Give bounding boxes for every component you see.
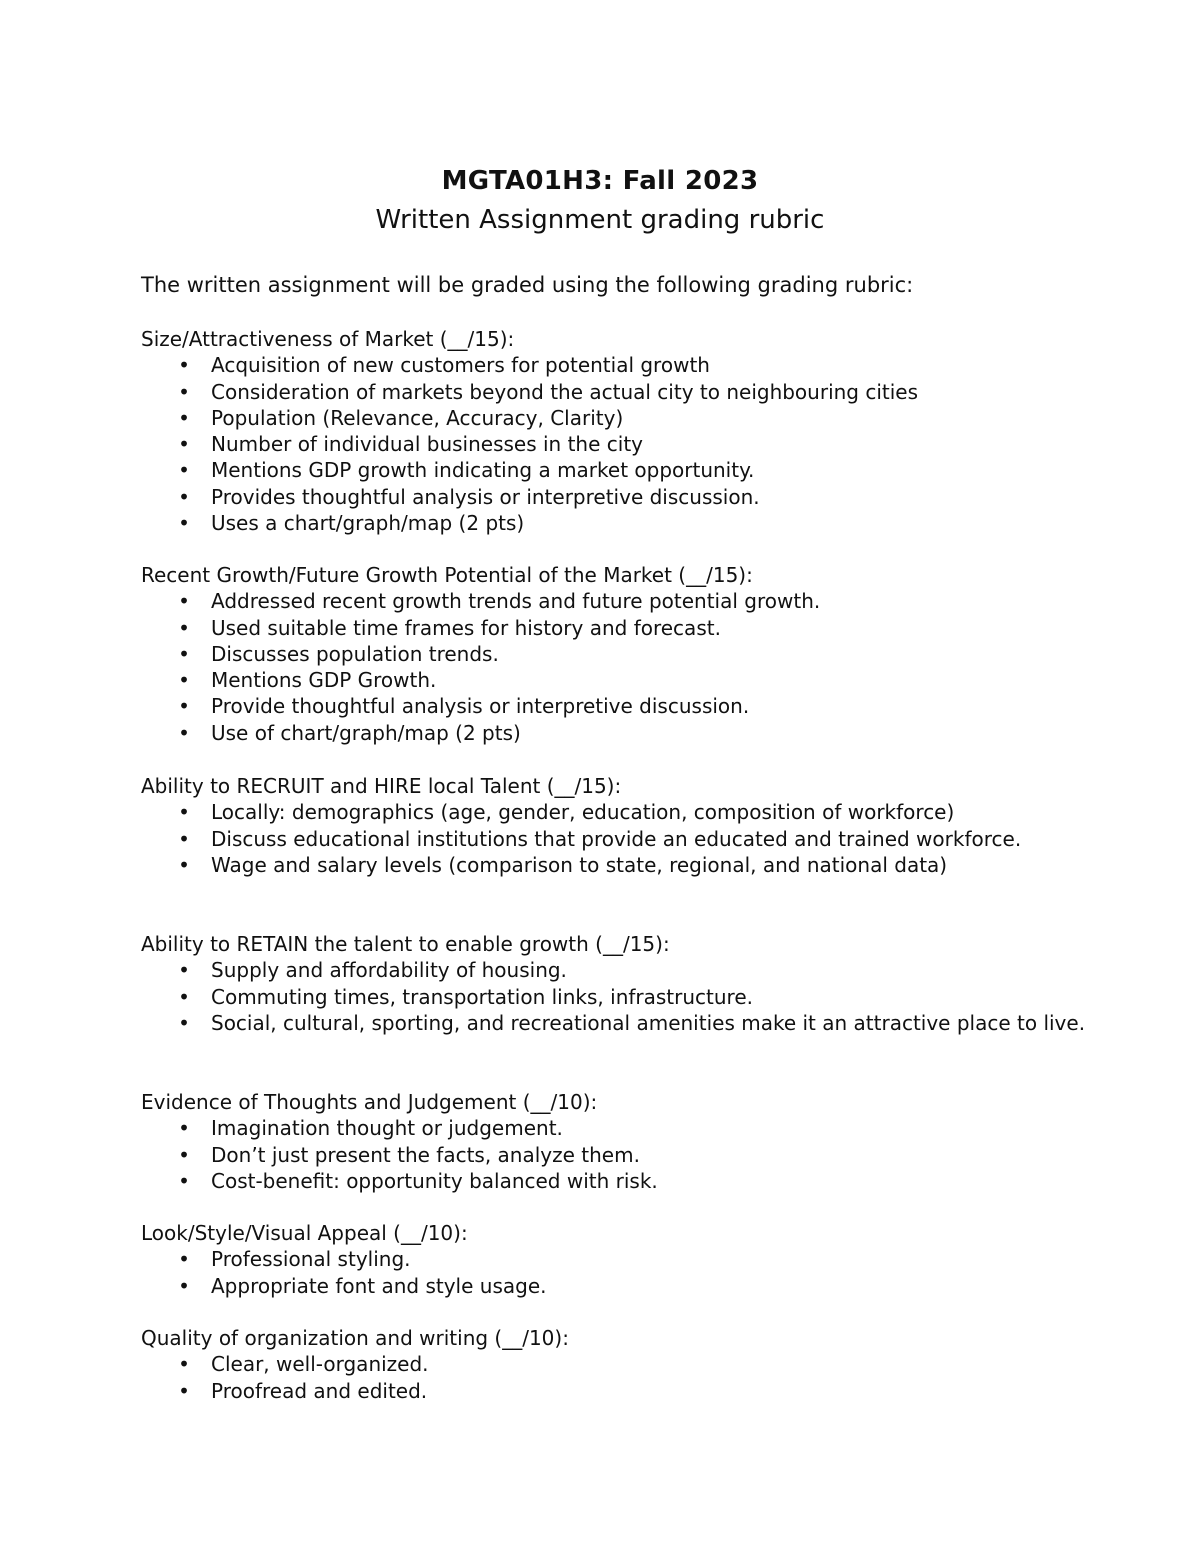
section-heading: Quality of organization and writing (__/10): <box>141 1326 569 1350</box>
criterion-item <box>141 852 1041 878</box>
criteria-list <box>141 588 1041 746</box>
criterion-item <box>141 1273 1041 1299</box>
criterion-item <box>141 957 1041 983</box>
criterion-item <box>141 984 1041 1010</box>
criteria-list <box>141 1351 1041 1404</box>
criterion-item <box>141 720 1041 746</box>
section-heading: Ability to RECRUIT and HIRE local Talent (__/15): <box>141 774 622 798</box>
criterion-text: Uses a chart/graph/map (2 pts) <box>211 511 525 536</box>
criterion-text: Proofread and edited. <box>211 1378 428 1403</box>
rubric-section-organization-writing <box>141 1325 1041 1404</box>
criterion-text: Provides thoughtful analysis or interpretive discussion. <box>211 484 760 509</box>
criterion-text: Commuting times, transportation links, infrastructure. <box>211 984 754 1009</box>
bullet-icon: • <box>178 1116 190 1141</box>
bullet-icon: • <box>178 484 190 509</box>
criterion-item <box>141 1142 1041 1168</box>
criterion-text: Wage and salary levels (comparison to state, regional, and national data) <box>211 852 948 877</box>
section-heading: Evidence of Thoughts and Judgement (__/10): <box>141 1090 598 1114</box>
bullet-icon: • <box>178 668 190 693</box>
bullet-icon: • <box>178 511 190 536</box>
criterion-item <box>141 799 1041 825</box>
bullet-icon: • <box>178 1352 190 1377</box>
section-heading: Look/Style/Visual Appeal (__/10): <box>141 1221 468 1245</box>
bullet-icon: • <box>178 826 190 851</box>
criterion-text: Cost-benefit: opportunity balanced with risk. <box>211 1168 658 1193</box>
bullet-icon: • <box>178 694 190 719</box>
criterion-text: Population (Relevance, Accuracy, Clarity) <box>211 405 624 430</box>
criterion-text: Supply and affordability of housing. <box>211 958 567 983</box>
criterion-text: Number of individual businesses in the city <box>211 432 644 457</box>
criterion-item <box>141 352 1041 378</box>
bullet-icon: • <box>178 1010 190 1035</box>
criterion-item <box>141 484 1041 510</box>
document-title: MGTA01H3: Fall 2023 <box>441 166 759 196</box>
bullet-icon: • <box>178 379 190 404</box>
criterion-text: Consideration of markets beyond the actual city to neighbouring cities <box>211 379 919 404</box>
criterion-text: Acquisition of new customers for potential growth <box>211 353 710 378</box>
criterion-item <box>141 693 1041 719</box>
bullet-icon: • <box>178 720 190 745</box>
criterion-text: Addressed recent growth trends and future potential growth. <box>211 589 821 614</box>
bullet-icon: • <box>178 615 190 640</box>
criteria-list <box>141 957 1086 1036</box>
criterion-text: Mentions GDP Growth. <box>211 668 437 693</box>
criterion-text: Used suitable time frames for history and forecast. <box>211 615 721 640</box>
criterion-item <box>141 1168 1041 1194</box>
bullet-icon: • <box>178 984 190 1009</box>
criterion-text: Social, cultural, sporting, and recreational amenities make it an attractive place to live. <box>211 1010 1086 1035</box>
criteria-list <box>141 799 1041 878</box>
criterion-text: Use of chart/graph/map (2 pts) <box>211 720 521 745</box>
intro-paragraph: The written assignment will be graded using the following grading rubric: <box>141 273 914 297</box>
rubric-section-market-size <box>141 326 1041 536</box>
bullet-icon: • <box>178 800 190 825</box>
bullet-icon: • <box>178 432 190 457</box>
criterion-text: Don’t just present the facts, analyze them. <box>211 1142 640 1167</box>
bullet-icon: • <box>178 589 190 614</box>
criterion-item <box>141 667 1041 693</box>
criterion-item <box>141 1378 1041 1404</box>
criterion-item <box>141 1010 1091 1036</box>
criterion-item <box>141 457 1041 483</box>
criterion-item <box>141 588 1041 614</box>
criterion-item <box>141 615 1041 641</box>
criterion-text: Mentions GDP growth indicating a market opportunity. <box>211 458 755 483</box>
bullet-icon: • <box>178 1142 190 1167</box>
criterion-text: Imagination thought or judgement. <box>211 1116 563 1141</box>
document-subtitle: Written Assignment grading rubric <box>375 205 825 235</box>
bullet-icon: • <box>178 852 190 877</box>
criterion-text: Locally: demographics (age, gender, education, composition of workforce) <box>211 800 955 825</box>
criteria-list <box>141 1246 1041 1299</box>
rubric-section-retain-talent <box>141 931 1086 1036</box>
criterion-text: Clear, well-organized. <box>211 1352 429 1377</box>
bullet-icon: • <box>178 353 190 378</box>
criterion-item <box>141 641 1041 667</box>
rubric-section-recruit-hire <box>141 773 1041 878</box>
criterion-item <box>141 1351 1041 1377</box>
criterion-item <box>141 431 1041 457</box>
rubric-section-thoughts-judgement <box>141 1089 1041 1194</box>
bullet-icon: • <box>178 641 190 666</box>
criterion-item <box>141 1246 1041 1272</box>
bullet-icon: • <box>178 405 190 430</box>
criterion-item <box>141 379 1041 405</box>
criterion-text: Provide thoughtful analysis or interpretive discussion. <box>211 694 750 719</box>
criterion-text: Discusses population trends. <box>211 641 499 666</box>
bullet-icon: • <box>178 1247 190 1272</box>
criteria-list <box>141 352 1041 536</box>
bullet-icon: • <box>178 1378 190 1403</box>
section-heading: Size/Attractiveness of Market (__/15): <box>141 327 515 351</box>
section-heading: Ability to RETAIN the talent to enable growth (__/15): <box>141 932 670 956</box>
bullet-icon: • <box>178 958 190 983</box>
criterion-item <box>141 1115 1041 1141</box>
criterion-text: Appropriate font and style usage. <box>211 1273 547 1298</box>
criterion-text: Professional styling. <box>211 1247 411 1272</box>
criteria-list <box>141 1115 1041 1194</box>
bullet-icon: • <box>178 1168 190 1193</box>
criterion-item <box>141 826 1041 852</box>
section-heading: Recent Growth/Future Growth Potential of the Market (__/15): <box>141 563 753 587</box>
criterion-item <box>141 510 1041 536</box>
rubric-section-visual-appeal <box>141 1220 1041 1299</box>
bullet-icon: • <box>178 458 190 483</box>
bullet-icon: • <box>178 1273 190 1298</box>
rubric-section-growth-potential <box>141 562 1041 746</box>
criterion-text: Discuss educational institutions that provide an educated and trained workforce. <box>211 826 1022 851</box>
criterion-item <box>141 405 1041 431</box>
